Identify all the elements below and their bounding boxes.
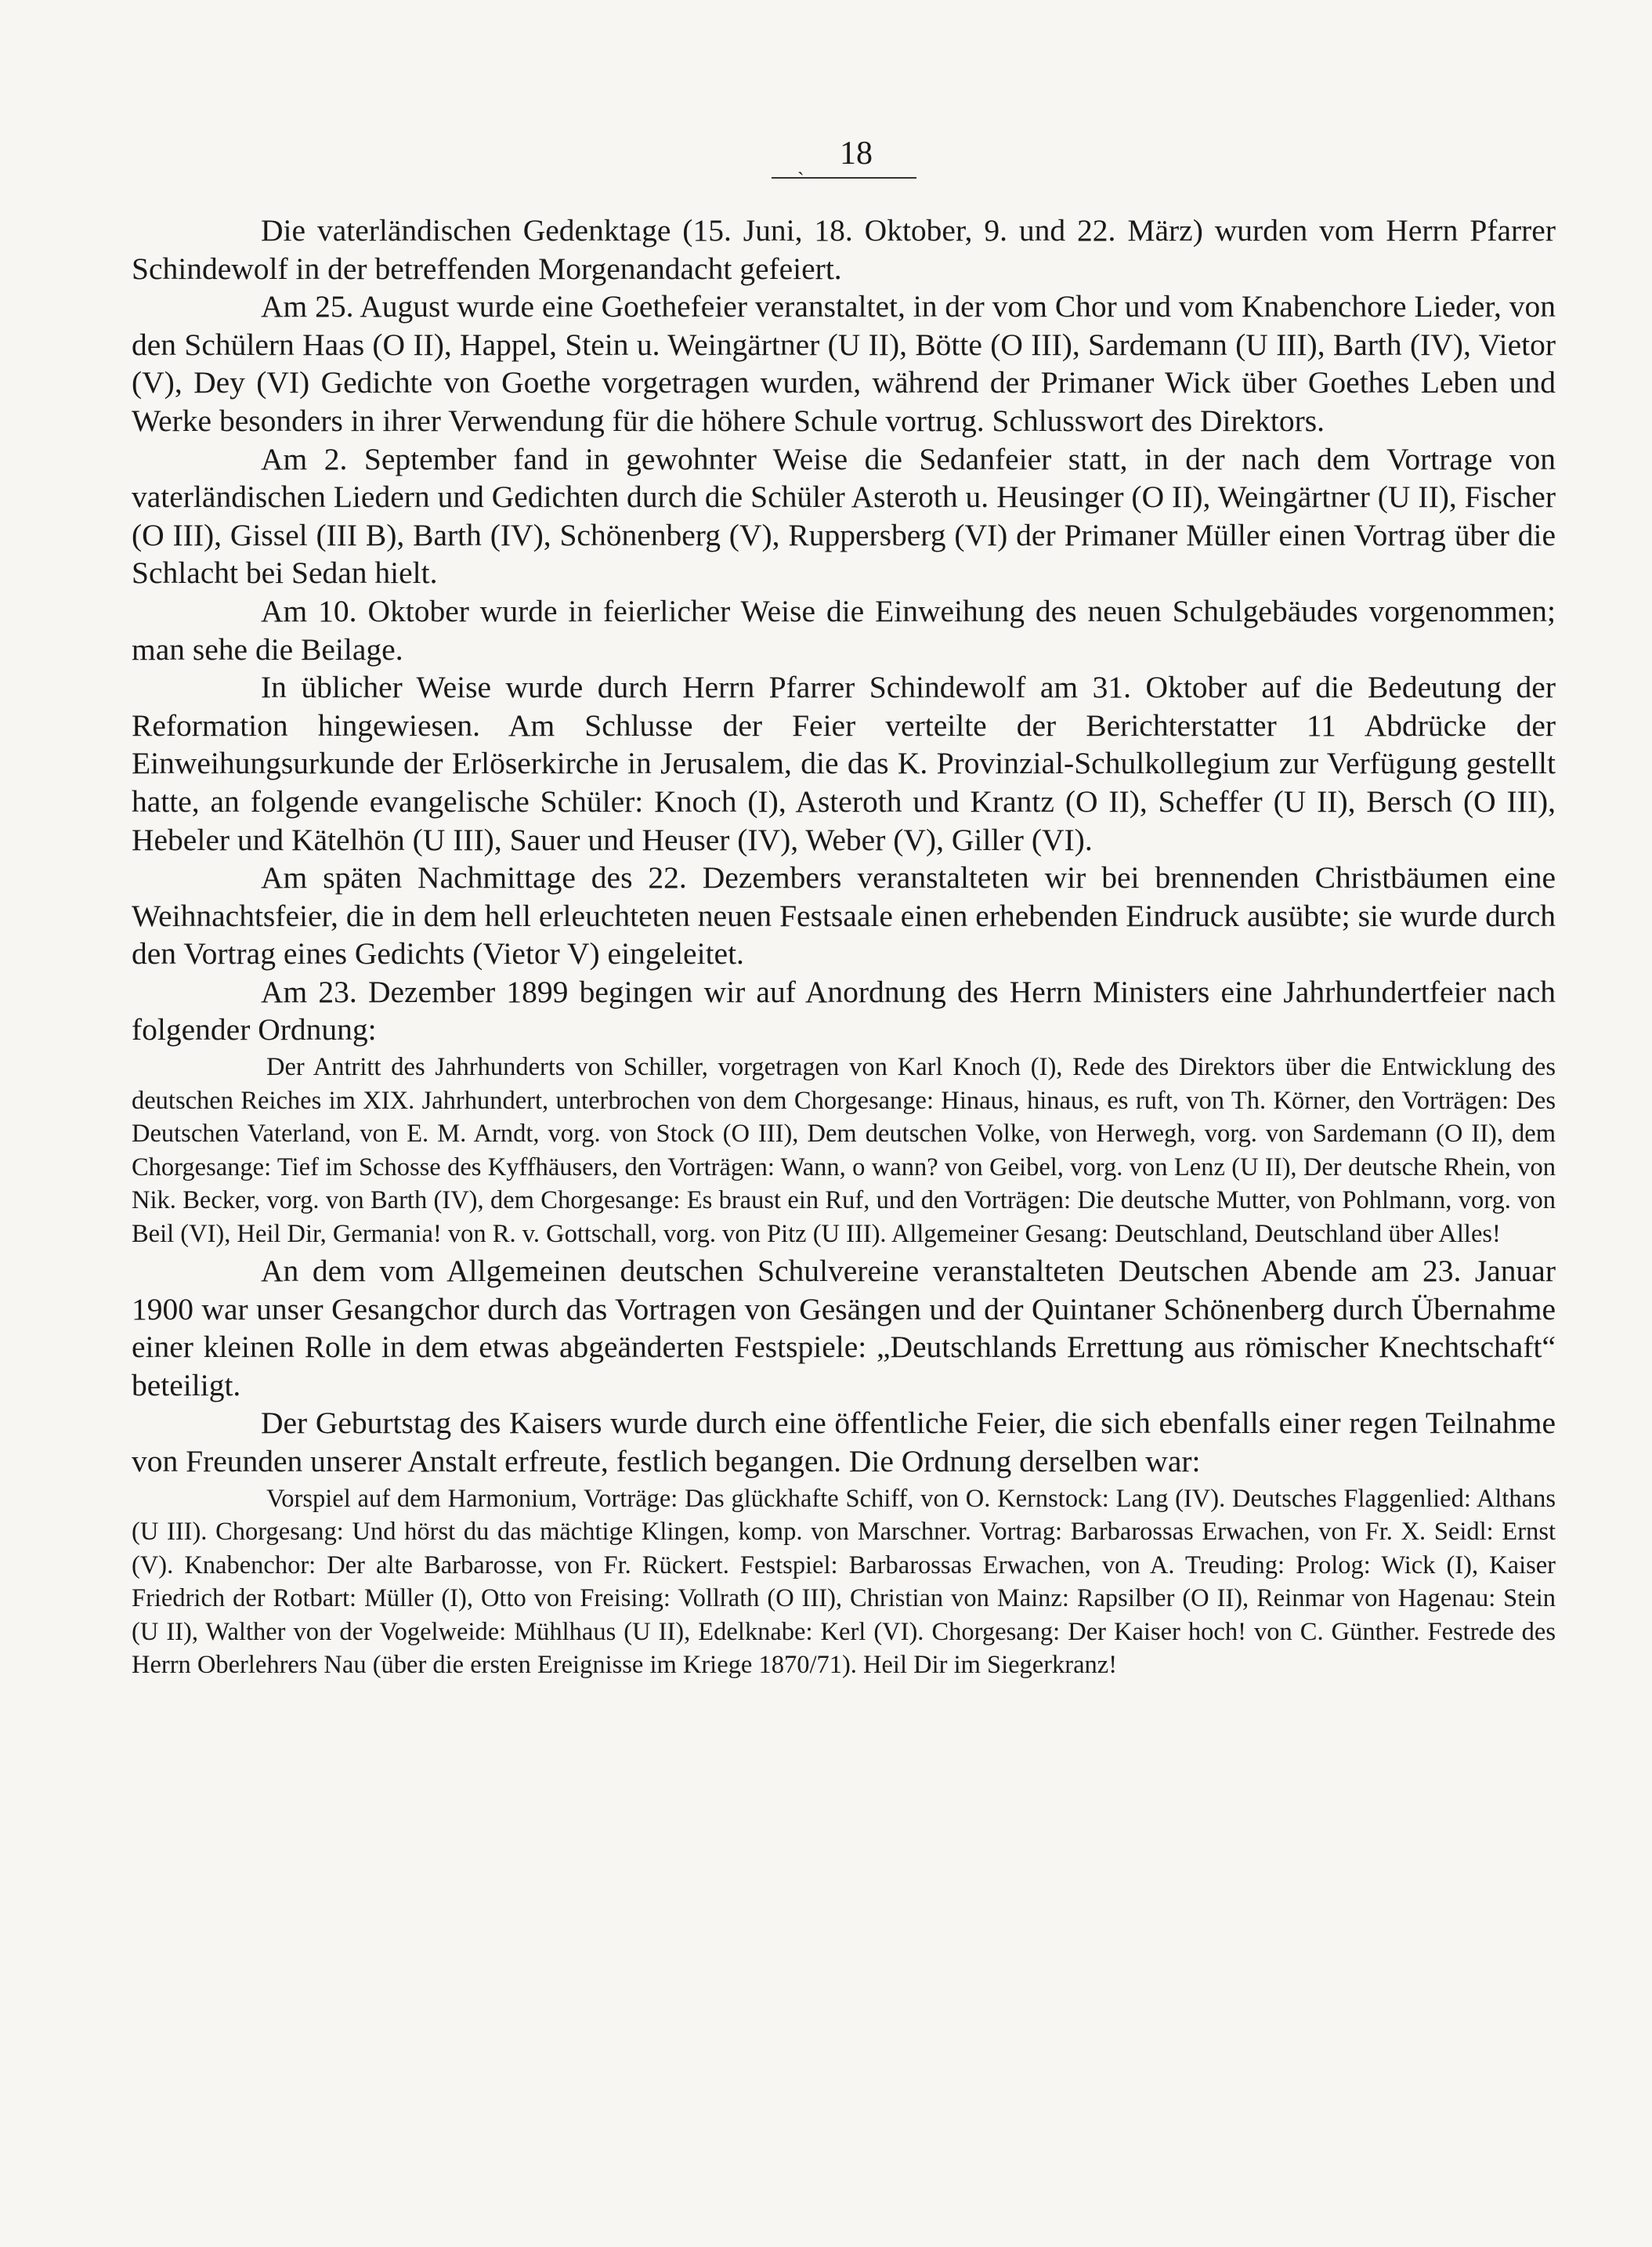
paragraph-jahrhundertfeier: Am 23. Dezember 1899 begingen wir auf Anordnung des Herrn Ministers eine Jahrhundertfeier nach folgender Ordnung:: [132, 974, 1556, 1048]
paragraph-goethefeier: Am 25. August wurde eine Goethefeier veranstaltet, in der vom Chor und vom Knabenchore Lieder, von den Schülern Haas (O II), Happel, Stein u. Weingärtner (U II), Bötte (O III), Sardemann (U III), Barth (IV), Vietor (V), Dey (VI) Gedichte von Goethe vorgetragen wurden, während der Primaner Wick über Goethes Leben und Werke besonders in ihrer Verwendung für die höhere Schule vortrug. Schlusswort des Direktors.: [132, 289, 1556, 438]
paragraph-kaisergeburtstag: Der Geburtstag des Kaisers wurde durch eine öffentliche Feier, die sich ebenfalls einer regen Teilnahme von Freunden unserer Anstalt erfreute, festlich begangen. Die Ordnung derselben war:: [132, 1406, 1556, 1479]
header-rule: [772, 177, 916, 179]
paragraph-deutscher-abend: An dem vom Allgemeinen deutschen Schulvereine veranstalteten Deutschen Abende am 23. Januar 1900 war unser Gesangchor durch das Vortragen von Gesängen und der Quintaner Schönenberg durch Übernahme einer kleinen Rolle in dem etwas abgeänderten Festspiele: „Deutschlands Errettung aus römischer Knechtschaft“ beteiligt.: [132, 1254, 1556, 1402]
document-body: [132, 212, 1556, 1682]
program-jahrhundertfeier: Der Antritt des Jahrhunderts von Schiller, vorgetragen von Karl Knoch (I), Rede des Direktors über die Entwicklung des deutschen Reiches im XIX. Jahrhundert, unterbrochen von dem Chorgesange: Hinaus, hinaus, es ruft, von Th. Körner, den Vorträgen: Des Deutschen Vaterland, von E. M. Arndt, vorg. von Stock (O III), Dem deutschen Volke, von Herwegh, vorg. von Sardemann (O II), dem Chorgesange: Tief im Schosse des Kyffhäusers, den Vorträgen: Wann, o wann? von Geibel, vorg. von Lenz (U II), Der deutsche Rhein, von Nik. Becker, vorg. von Barth (IV), dem Chorgesange: Es braust ein Ruf, und den Vorträgen: Die deutsche Mutter, von Pohlmann, vorg. von Beil (VI), Heil Dir, Germania! von R. v. Gottschall, vorg. von Pitz (U III). Allgemeiner Gesang: Deutschland, Deutschland über Alles!: [132, 1053, 1556, 1248]
program-kaisergeburtstag: Vorspiel auf dem Harmonium, Vorträge: Das glückhafte Schiff, von O. Kernstock: Lang (IV). Deutsches Flaggenlied: Althans (U III). Chorgesang: Und hörst du das mächtige Klingen, komp. von Marschner. Vortrag: Barbarossas Erwachen, von Fr. X. Seidl: Ernst (V). Knabenchor: Der alte Barbarosse, von Fr. Rückert. Festspiel: Barbarossas Erwachen, von A. Treuding: Prolog: Wick (I), Kaiser Friedrich der Rotbart: Müller (I), Otto von Freising: Vollrath (O III), Christian von Mainz: Rapsilber (O II), Reinmar von Hagenau: Stein (U II), Walther von der Vogelweide: Mühlhaus (U II), Edelknabe: Kerl (VI). Chorgesang: Der Kaiser hoch! von C. Günther. Festrede des Herrn Oberlehrers Nau (über die ersten Ereignisse im Kriege 1870/71). Heil Dir im Siegerkranz!: [132, 1484, 1556, 1680]
tick-mark: ˎ: [797, 153, 804, 175]
paragraph-sedanfeier: Am 2. September fand in gewohnter Weise die Sedanfeier statt, in der nach dem Vortrage von vaterländischen Liedern und Gedichten durch die Schüler Asteroth u. Heusinger (O II), Weingärtner (U II), Fischer (O III), Gissel (III B), Barth (IV), Schönenberg (V), Ruppersberg (VI) der Primaner Müller einen Vortrag über die Schlacht bei Sedan hielt.: [132, 441, 1556, 591]
paragraph-gedenktage: Die vaterländischen Gedenktage (15. Juni, 18. Oktober, 9. und 22. März) wurden vom Herrn Pfarrer Schindewolf in der betreffenden Morgenandacht gefeiert.: [132, 213, 1556, 286]
paragraph-weihnachtsfeier: Am späten Nachmittage des 22. Dezembers veranstalteten wir bei brennenden Christbäumen eine Weihnachtsfeier, die in dem hell erleuchteten neuen Festsaale einen erhebenden Eindruck ausübte; sie wurde durch den Vortrag eines Gedichts (Vietor V) eingeleitet.: [132, 860, 1556, 972]
paragraph-einweihung: Am 10. Oktober wurde in feierlicher Weise die Einweihung des neuen Schulgebäudes vorgenommen; man sehe die Beilage.: [132, 593, 1556, 667]
paragraph-reformation: In üblicher Weise wurde durch Herrn Pfarrer Schindewolf am 31. Oktober auf die Bedeutung der Reformation hingewiesen. Am Schlusse der Feier verteilte der Berichterstatter 11 Abdrücke der Einweihungsurkunde der Erlöserkirche in Jerusalem, die das K. Provinzial-Schulkollegium zur Verfügung gestellt hatte, an folgende evangelische Schüler: Knoch (I), Asteroth und Krantz (O II), Scheffer (U II), Bersch (O III), Hebeler und Kätelhön (U III), Sauer und Heuser (IV), Weber (V), Giller (VI).: [132, 670, 1556, 857]
page-number: 18: [840, 136, 873, 172]
